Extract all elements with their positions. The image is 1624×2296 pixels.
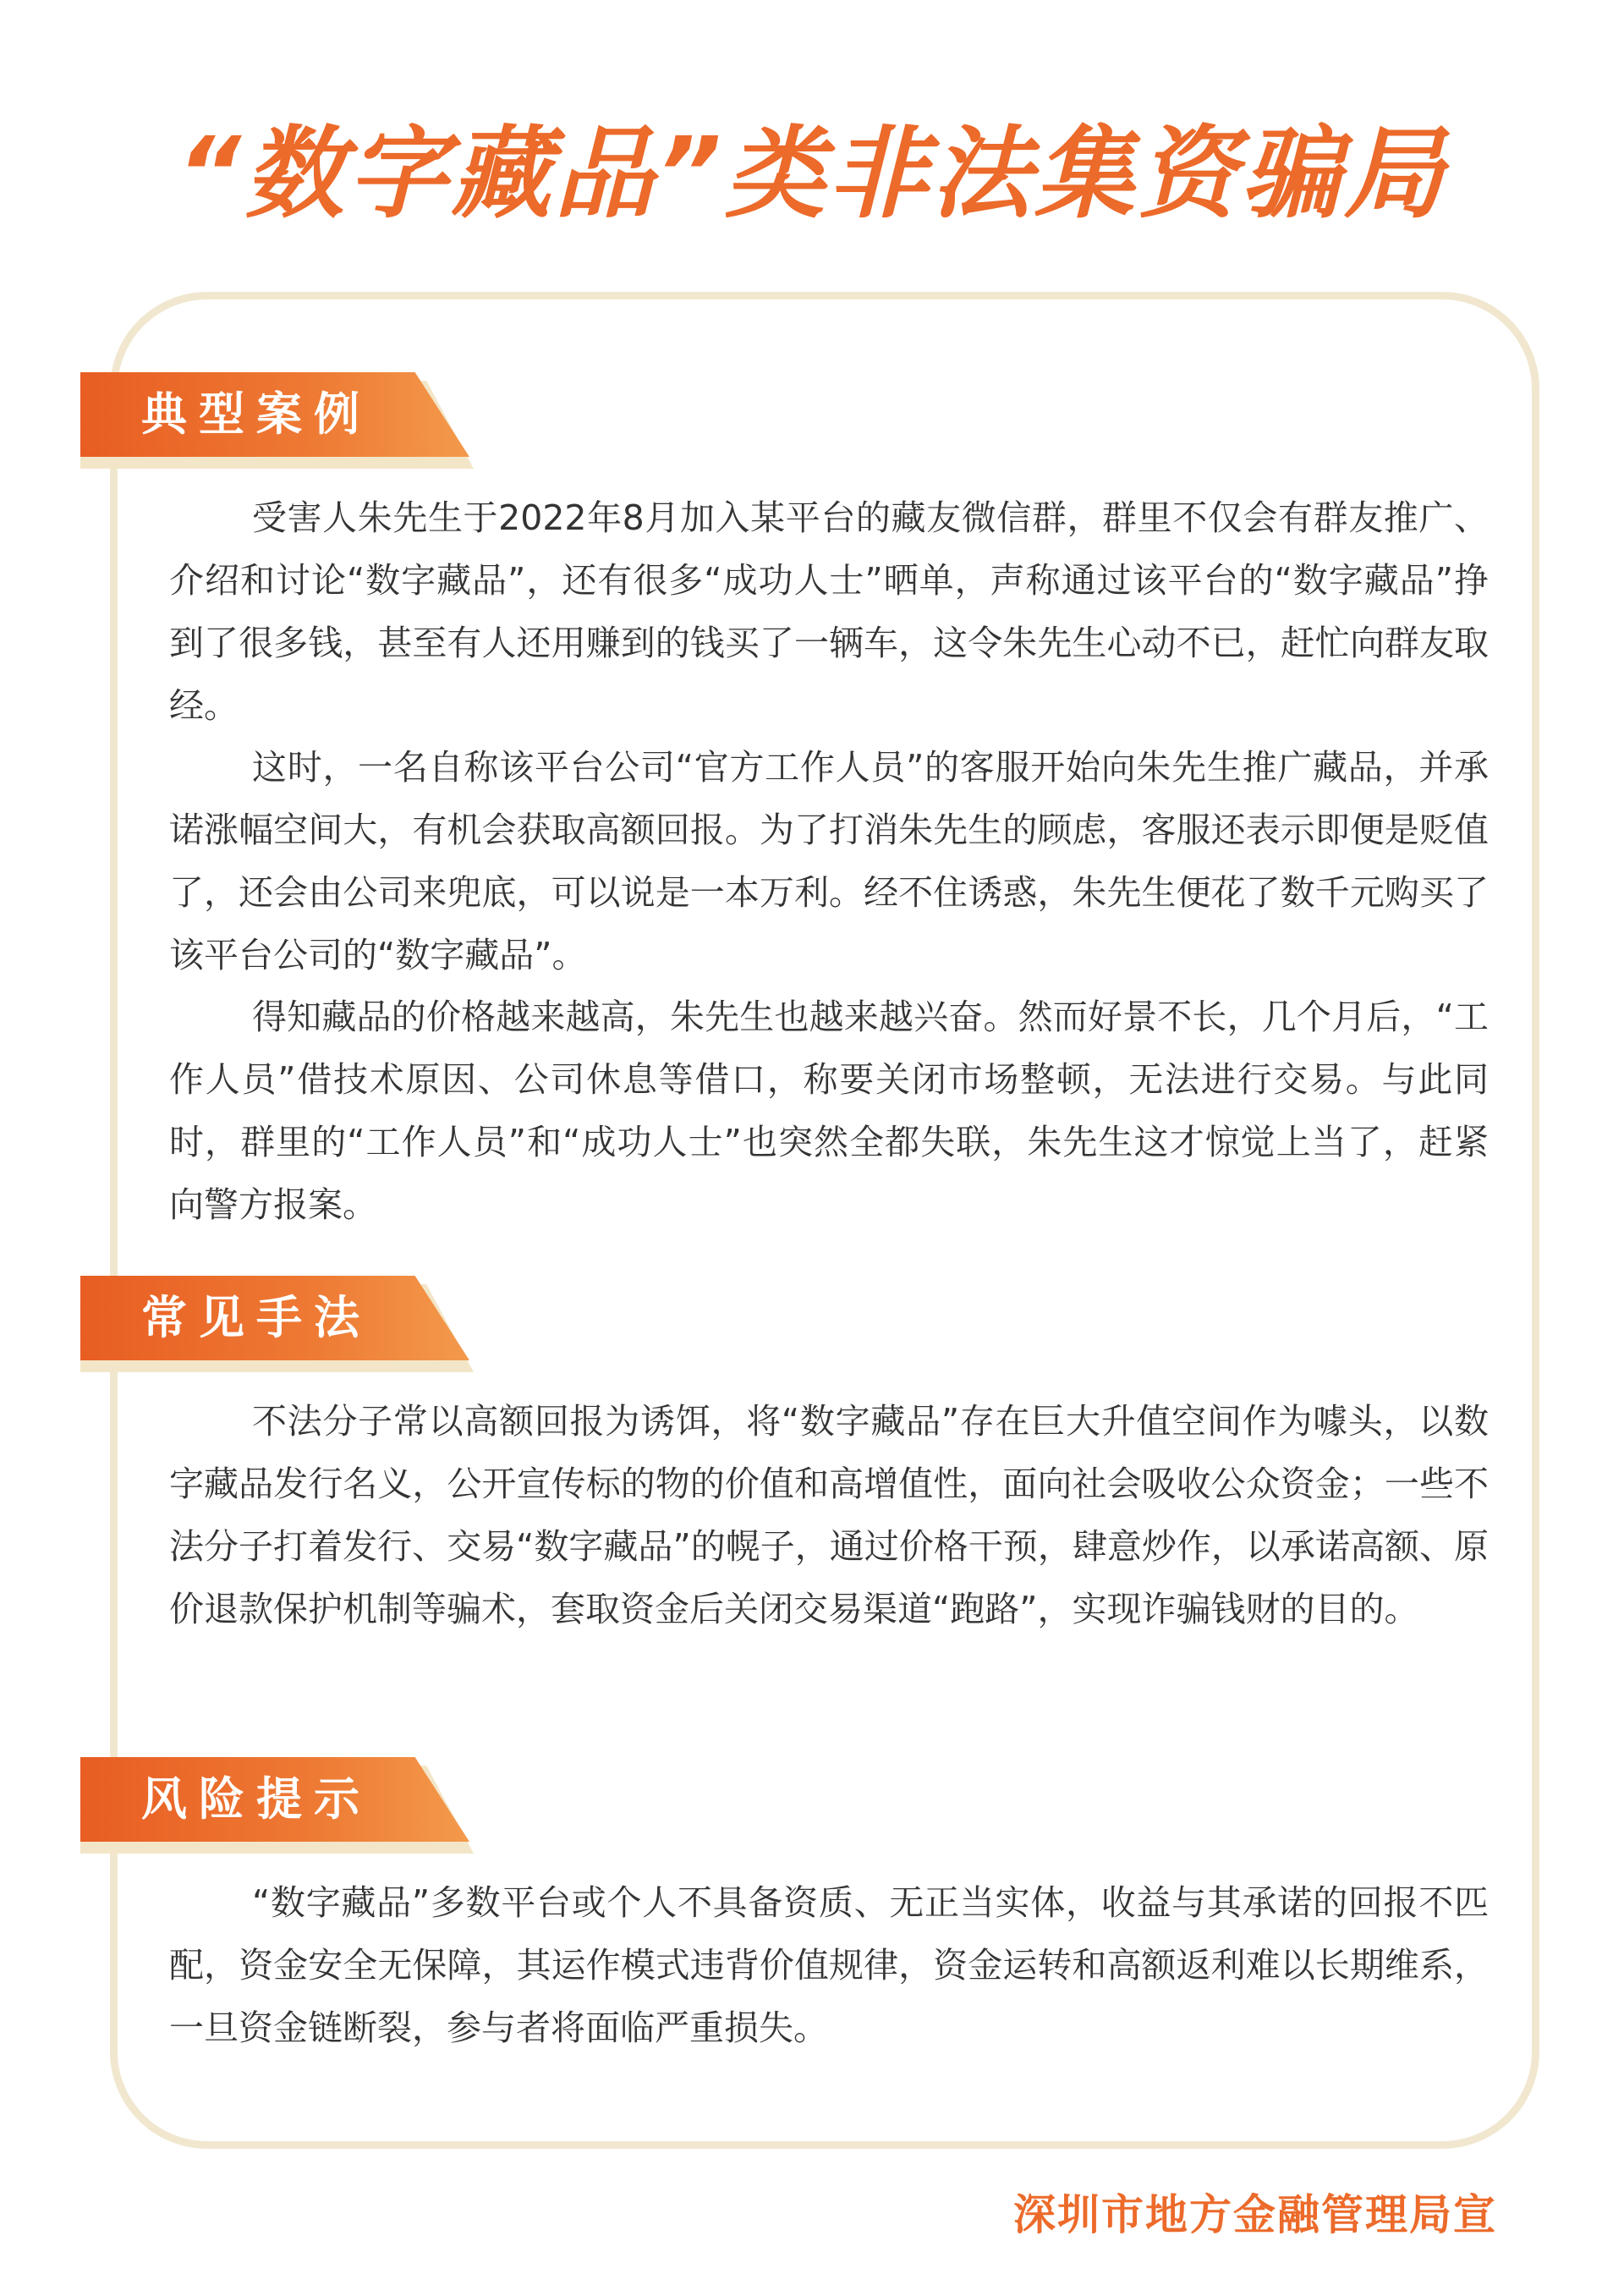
section-heading: 典型案例 <box>141 387 371 441</box>
section-heading: 常见手法 <box>141 1291 371 1344</box>
section-tab-typical-case <box>80 372 474 464</box>
issuer-footer: 深圳市地方金融管理局宣 <box>1013 2190 1497 2239</box>
section-tab-risk-warning <box>80 1757 474 1848</box>
section-tab-common-tactics <box>80 1276 474 1367</box>
page-title: “数字藏品”类非法集资骗局 <box>177 115 1447 232</box>
tactics-paragraph: 不法分子常以高额回报为诱饵，将“数字藏品”存在巨大升值空间作为噱头，以数字藏品发行名义，公开宣传标的物的价值和高增值性，面向社会吸收公众资金；一些不法分子打着发行、交易“数字藏品”的幌子，通过价格干预，肆意炒作，以承诺高额、原价退款保护机制等骗术，套取资金后关闭交易渠道“跑路”，实现诈骗钱财的目的。 <box>169 1401 1489 1629</box>
case-paragraph-1: 受害人朱先生于2022年8月加入某平台的藏友微信群，群里不仅会有群友推广、介绍和讨论“数字藏品”，还有很多“成功人士”晒单，声称通过该平台的“数字藏品”挣到了很多钱，甚至有人还用赚到的钱买了一辆车，这令朱先生心动不已，赶忙向群友取经。 <box>169 497 1489 726</box>
risk-paragraph: “数字藏品”多数平台或个人不具备资质、无正当实体，收益与其承诺的回报不匹配，资金安全无保障，其运作模式违背价值规律，资金运转和高额返利难以长期维系，一旦资金链断裂，参与者将面临严重损失。 <box>169 1882 1489 2048</box>
case-paragraph-2: 这时，一名自称该平台公司“官方工作人员”的客服开始向朱先生推广藏品，并承诺涨幅空间大，有机会获取高额回报。为了打消朱先生的顾虑，客服还表示即便是贬值了，还会由公司来兜底，可以说是一本万利。经不住诱惑，朱先生便花了数千元购买了该平台公司的“数字藏品”。 <box>169 747 1489 975</box>
case-paragraph-3: 得知藏品的价格越来越高，朱先生也越来越兴奋。然而好景不长，几个月后，“工作人员”借技术原因、公司休息等借口，称要关闭市场整顿，无法进行交易。与此同时，群里的“工作人员”和“成功人士”也突然全都失联，朱先生这才惊觉上当了，赶紧向警方报案。 <box>169 997 1489 1225</box>
section-heading: 风险提示 <box>141 1772 371 1826</box>
